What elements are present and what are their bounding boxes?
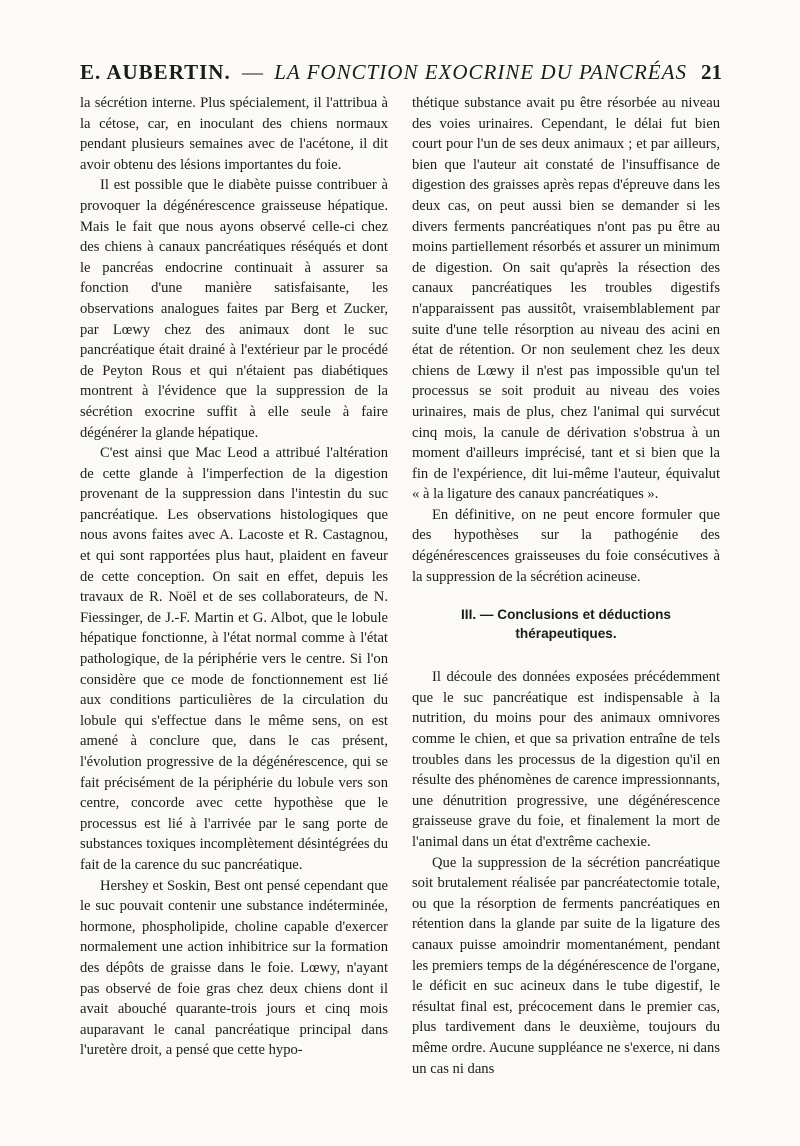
- header-author: E. AUBERTIN.: [80, 60, 231, 84]
- paragraph: Il est possible que le diabète puisse contribuer à provoquer la dégénérescence graisseuse hépatique. Mais le fait que nous ayons observé celle-ci chez des chiens à canaux pancréatiques réséqués et dont le pancréas endocrine continuait à assurer sa fonction d'une manière satisfaisante, les observations analogues faites par Berg et Zucker, par Lœwy chez des animaux dont le suc pancréatique était drainé à l'extérieur par le procédé de Peyton Rous et qui n'étaient pas diabétiques montrent à l'évidence que la suppression de la sécrétion exocrine suffit à elle seule à faire dégénérer la glande hépatique.: [80, 177, 388, 441]
- section-heading: [412, 605, 720, 643]
- header-separator: —: [241, 60, 263, 84]
- running-header: [80, 60, 722, 88]
- header-left: [80, 60, 687, 85]
- paragraph: Hershey et Soskin, Best ont pensé cependant que le suc pouvait contenir une substance indéterminée, hormone, phospholipide, choline capable d'exercer normalement une action inhibitrice sur la formation des dépôts de graisse dans le foie. Lœwy, n'ayant pas observé de foie gras chez deux chiens dont il avait abouché quarante-trois jours et cinq mois auparavant le canal pancréatique principal dans l'uretère droit, a pensé que cette hypo-: [80, 877, 388, 1059]
- paragraph: Que la suppression de la sécrétion pancréatique soit brutalement réalisée par pancréatectomie totale, ou que la résorption de ferments pancréatiques en rétention dans la glande par suite de la ligature des canaux puisse amoindrir momentanément, pendant les premiers temps de la dégénérescence de l'organe, le déficit en suc acineux dans le tube digestif, le résultat final est, précocement dans le premier cas, plus tardivement dans le deuxième, toujours du même ordre. Aucune suppléance ne s'exerce, ni dans un cas ni dans: [412, 854, 720, 1077]
- header-title: LA FONCTION EXOCRINE DU PANCRÉAS: [274, 60, 687, 84]
- page-number: 21: [701, 60, 722, 84]
- paragraph: thétique substance avait pu être résorbée au niveau des voies urinaires. Cependant, le délai fut bien court pour l'un de ses deux animaux ; et par ailleurs, bien que l'auteur ait constaté de l'insuffisance de digestion des graisses après repas d'épreuve dans les deux cas, on peut aussi bien se demander si les divers ferments pancréatiques n'ont pas pu être au moins partiellement résorbés et assurer un minimum de digestion. On sait qu'après la résection des canaux pancréatiques les troubles digestifs n'apparaissent pas aussitôt, vraisemblablement par suite d'une telle résorption au niveau des acini en état de rétention. Or non seulement chez les deux chiens de Lœwy il n'est pas impossible qu'un tel processus se soit produit au niveau des voies urinaires, mais de plus, chez l'animal qui survécut cinq mois, la canule de dérivation s'obstrua à un moment d'ailleurs imprécisé, tant et si bien que la fin de l'expérience, dit lui-même l'auteur, équivalut « à la ligature des canaux pancréatiques ».: [412, 95, 720, 503]
- left-column: [80, 93, 388, 1061]
- paragraph: la sécrétion interne. Plus spécialement, il l'attribua à la cétose, car, en inoculant des chiens normaux pendant plusieurs semaines avec de l'acétone, il dit avoir obtenu des lésions importantes du foie.: [80, 95, 388, 173]
- section-heading-line: thérapeutiques.: [515, 626, 617, 642]
- section-heading-line: III. — Conclusions et déductions: [461, 607, 671, 623]
- paragraph: C'est ainsi que Mac Leod a attribué l'altération de cette glande à l'imperfection de la digestion provenant de la suppression dans l'intestin du suc pancréatique. Les observations histologiques que nous avons faites avec A. Lacoste et R. Castagnou, et qui sont rapportées plus haut, plaident en faveur de cette conception. On sait en effet, depuis les travaux de R. Noël et de ses collaborateurs, de N. Fiessinger, de J.-F. Martin et G. Albot, que le lobule hépatique fonctionne, à l'état normal comme à l'état pathologique, de la périphérie vers le centre. Si l'on considère que ce mode de fonctionnement est lié aux conditions particulières de la circulation du lobule qui s'effectue dans le même sens, on est amené à conclure que, dans le cas présent, l'évolution progressive de la dégénérescence, qui se fait précisément de la périphérie du lobule vers son centre, concorde avec cette hypothèse que le processus est lié à l'arrivée par le sang porte de substances toxiques incomplètement désintégrées du fait de la carence du suc pancréatique.: [80, 445, 388, 873]
- right-column: [412, 93, 720, 1079]
- paragraph: En définitive, on ne peut encore formuler que des hypothèses sur la pathogénie des dégénérescences graisseuses du foie consécutives à la suppression de la sécrétion acineuse.: [412, 506, 720, 585]
- paragraph: Il découle des données exposées précédemment que le suc pancréatique est indispensable à la nutrition, du moins pour des animaux omnivores comme le chien, et que sa privation entraîne de tels troubles dans les processus de la digestion qu'il en résulte des phénomènes de carence impressionnants, une dénutrition progressive, une dégénérescence graisseuse grave du foie, et finalement la mort de l'animal dans un état d'extrême cachexie.: [412, 669, 720, 850]
